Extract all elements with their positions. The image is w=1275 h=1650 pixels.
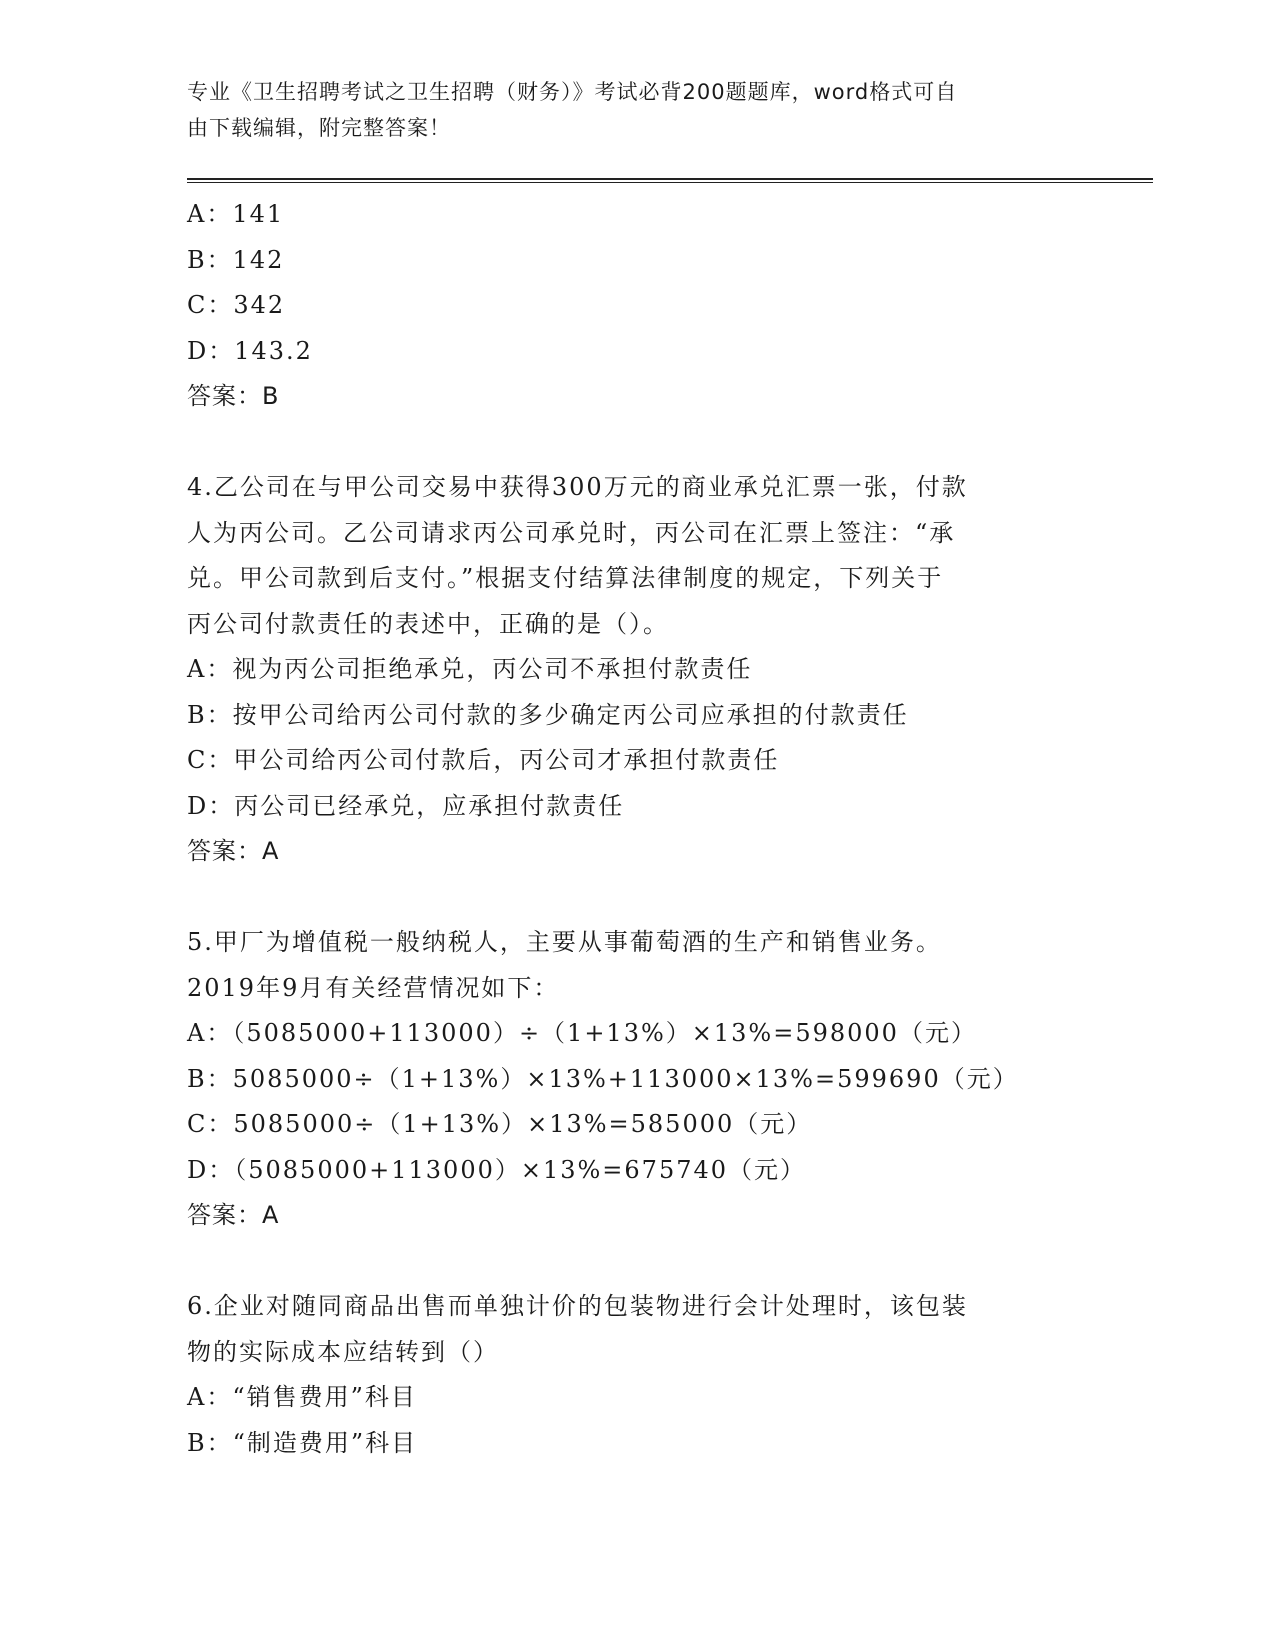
question-text: 5.甲厂为增值税一般纳税人，主要从事葡萄酒的生产和销售业务。 (187, 928, 942, 956)
option-a: A：视为丙公司拒绝承兑，丙公司不承担付款责任 (187, 655, 753, 683)
option-d: D：143.2 (187, 336, 313, 365)
question-text: 4.乙公司在与甲公司交易中获得300万元的商业承兑汇票一张，付款 (187, 473, 968, 501)
question-text: 人为丙公司。乙公司请求丙公司承兑时，丙公司在汇票上签注：“承 (187, 518, 956, 547)
header-divider-thin (187, 182, 1153, 183)
question-list (187, 192, 1067, 1466)
option-b: B：“制造费用”科目 (187, 1428, 418, 1457)
question-text: 物的实际成本应结转到（） (187, 1337, 499, 1366)
option-b: B：142 (187, 245, 285, 274)
question-text: 兑。甲公司款到后支付。”根据支付结算法律制度的规定，下列关于 (187, 564, 944, 592)
question-5 (187, 920, 1067, 1239)
question-text: 6.企业对随同商品出售而单独计价的包装物进行会计处理时，该包装 (187, 1292, 968, 1320)
option-c: C：5085000÷（1+13%）×13%=585000（元） (187, 1110, 813, 1138)
option-a: A：（5085000+113000）÷（1+13%）×13%=598000（元） (187, 1019, 977, 1047)
option-a: A：141 (187, 200, 285, 228)
option-d: D：（5085000+113000）×13%=675740（元） (187, 1155, 807, 1184)
option-b: B：按甲公司给丙公司付款的多少确定丙公司应承担的付款责任 (187, 700, 909, 729)
option-c: C：甲公司给丙公司付款后，丙公司才承担付款责任 (187, 746, 780, 774)
answer-line: 答案：A (187, 1201, 280, 1229)
header-divider (187, 178, 1153, 180)
option-d: D：丙公司已经承兑，应承担付款责任 (187, 791, 625, 820)
question-text: 2019年9月有关经营情况如下： (187, 973, 560, 1002)
header-line: 专业《卫生招聘考试之卫生招聘（财务）》考试必背200题题库，word格式可自 (187, 80, 958, 104)
option-c: C：342 (187, 291, 286, 319)
document-header (187, 74, 1067, 146)
option-a: A：“销售费用”科目 (187, 1383, 417, 1411)
header-line: 由下载编辑，附完整答案！ (187, 116, 451, 140)
answer-line: 答案：A (187, 837, 280, 865)
option-b: B：5085000÷（1+13%）×13%+113000×13%=599690（元） (187, 1064, 1019, 1093)
answer-line: 答案：B (187, 382, 280, 410)
question-3 (187, 192, 1067, 420)
question-text: 丙公司付款责任的表述中，正确的是（）。 (187, 609, 669, 638)
question-6 (187, 1284, 1067, 1466)
question-4 (187, 465, 1067, 875)
